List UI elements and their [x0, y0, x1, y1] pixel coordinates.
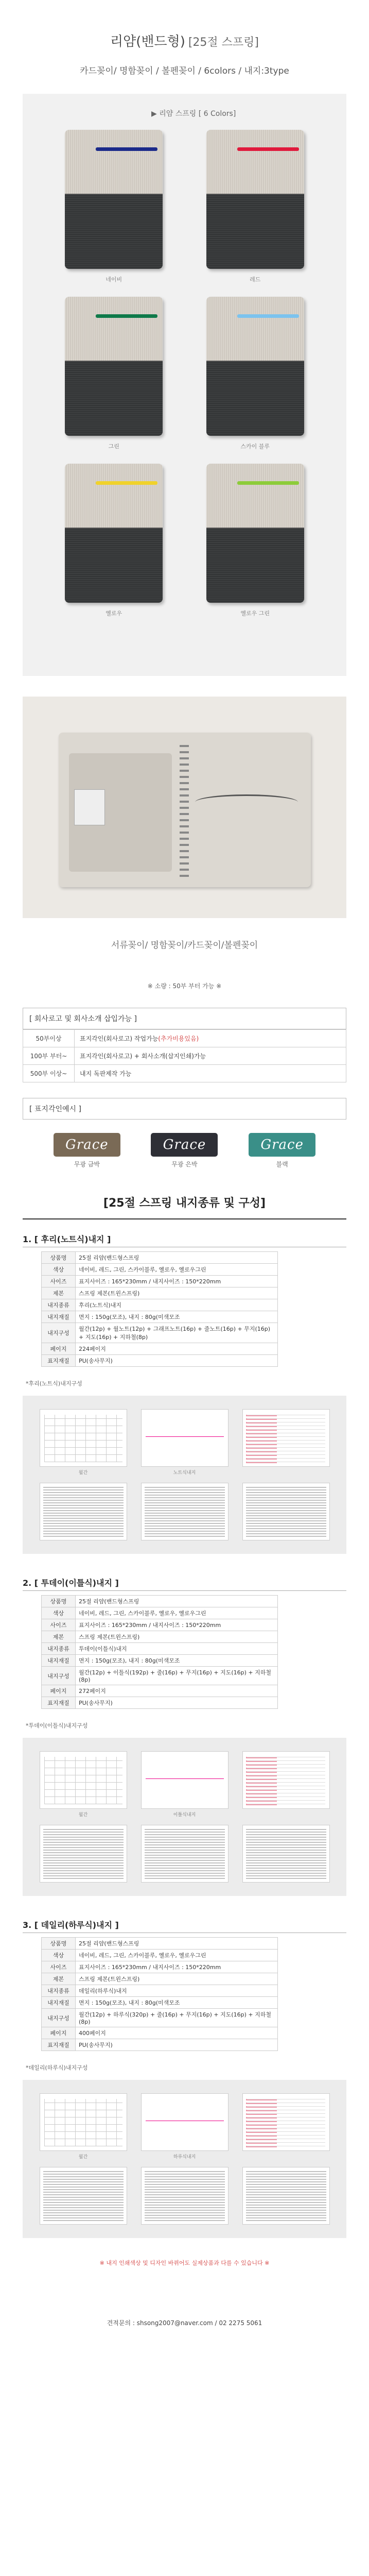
spec-key: 페이지 — [42, 1343, 76, 1355]
inside-photo — [23, 697, 346, 918]
page-samples — [23, 1396, 346, 1554]
logo-section — [23, 1008, 346, 1082]
spec-row — [42, 1950, 278, 1961]
sheet-content — [43, 1828, 124, 1879]
page-sample — [38, 1409, 128, 1476]
page-sample-label: 노트식내지 — [173, 1470, 196, 1476]
engrave-sample — [151, 1133, 218, 1168]
page-sheet — [40, 1751, 127, 1809]
diary-image — [206, 464, 304, 603]
spec-row — [42, 1961, 278, 1973]
color-name: 네이비 — [106, 276, 122, 283]
sheet-content — [247, 2099, 325, 2146]
order-note: ※ 소량 : 50부 부터 가능 ※ — [147, 982, 222, 990]
cover-bottom — [206, 528, 304, 603]
spec-key: 내지구성 — [42, 1667, 76, 1685]
cover-top — [65, 130, 163, 194]
sheet-content — [43, 2171, 124, 2221]
engrave-swatch: Grace — [151, 1133, 218, 1157]
product-subtitle: 카드꽂이/ 명함꽂이 / 볼펜꽂이 / 6colors / 내지:3type — [80, 66, 289, 76]
sheet-content — [246, 1486, 326, 1537]
page-sample — [241, 1751, 331, 1818]
page-sheet — [40, 1825, 127, 1883]
cover-top — [206, 464, 304, 528]
logo-table-row — [23, 1030, 346, 1047]
engrave-label: 무광 금박 — [74, 1161, 100, 1168]
cover-seam — [206, 528, 304, 529]
sheet-content — [146, 1778, 224, 1779]
page-sheet — [141, 1825, 229, 1883]
page-sheet — [141, 2093, 229, 2151]
spec-row — [42, 2027, 278, 2039]
color-band — [237, 481, 299, 485]
spec-row — [42, 1685, 278, 1697]
sheet-content — [246, 1828, 326, 1879]
spec-row — [42, 1355, 278, 1367]
spec-row — [42, 1619, 278, 1631]
page-samples — [23, 2080, 346, 2238]
page-sample-label: 월간 — [78, 1470, 88, 1476]
colors-label: ▶ 리얌 스프링 [ 6 Colors] — [151, 110, 236, 118]
color-grid — [23, 130, 346, 617]
logo-qty: 100부 부터~ — [23, 1047, 75, 1065]
header — [0, 0, 369, 76]
sheet-content — [145, 1486, 225, 1537]
spec-value: 표지사이즈 : 165*230mm / 내지사이즈 : 150*220mm — [76, 1619, 278, 1631]
page-sample — [38, 2167, 128, 2225]
spec-key: 내지재질 — [42, 1311, 76, 1323]
spec-key: 내지종류 — [42, 1985, 76, 1997]
page-sample — [38, 1483, 128, 1540]
page-sheet — [242, 1751, 330, 1809]
spec-row — [42, 1643, 278, 1655]
config-note: *데일리(하루식)내지구성 — [26, 2064, 88, 2071]
diary-image — [65, 297, 163, 436]
spec-value: 월간(12p) + 이틀식(192p) + 줄(16p) + 무지(16p) + 지도(16p) + 지하철(8p) — [76, 1667, 278, 1685]
inner-type-title: 3. [ 데일리(하루식)내지 ] — [23, 1919, 346, 1933]
spec-key: 내지재질 — [42, 1655, 76, 1667]
spec-value: 스프링 제본(트윈스프링) — [76, 1973, 278, 1985]
page-sample — [139, 1825, 230, 1883]
color-band — [237, 314, 299, 318]
spec-row — [42, 1343, 278, 1355]
page-sample — [139, 1751, 230, 1818]
inner-pages-title: [25절 스프링 내지종류 및 구성] — [23, 1194, 346, 1219]
sheet-content — [247, 1415, 325, 1462]
spec-key: 내지종류 — [42, 1299, 76, 1311]
engrave-label: 무광 은박 — [171, 1161, 198, 1168]
page-sheet — [40, 2167, 127, 2225]
color-band — [237, 147, 299, 151]
spec-value: 25절 리얌(밴드형스프링 — [76, 1938, 278, 1950]
config-note: *후리(노트식)내지구성 — [26, 1380, 82, 1387]
contact-info: 견적문의 : shsong2007@naver.com / 02 2275 5061 — [107, 2319, 262, 2327]
page-sheet — [242, 2093, 330, 2151]
spec-value: 224페이지 — [76, 1343, 278, 1355]
logo-table-row — [23, 1065, 346, 1082]
sheet-content — [146, 1436, 224, 1437]
page-sample-label: 월간 — [78, 1812, 88, 1818]
config-note: *투데이(이틀식)내지구성 — [26, 1722, 88, 1729]
diary-inside-spread — [59, 733, 311, 887]
inner-types — [0, 1233, 369, 2238]
logo-desc: 내지 독판제작 가능 — [80, 1070, 132, 1077]
inner-type-block — [23, 1577, 346, 1896]
spec-value: 25절 리얌(밴드형스프링 — [76, 1252, 278, 1264]
spec-value: PU(송사무지) — [76, 2039, 278, 2051]
page-sample — [241, 1409, 331, 1476]
sheet-content — [246, 2171, 326, 2221]
page-sheet — [242, 2167, 330, 2225]
sheet-content — [247, 1757, 325, 1804]
page-sheet — [40, 1483, 127, 1540]
cover-bottom — [65, 361, 163, 436]
sheet-content — [145, 1828, 225, 1879]
spec-table — [41, 1937, 278, 2051]
spec-row — [42, 1997, 278, 2009]
spec-key: 내지구성 — [42, 1323, 76, 1343]
spec-value: 면지 : 150g(모조), 내지 : 80g(미색모조 — [76, 1655, 278, 1667]
spec-row — [42, 2009, 278, 2027]
spec-row — [42, 1607, 278, 1619]
spec-key: 내지종류 — [42, 1643, 76, 1655]
page-sheet — [141, 1409, 229, 1467]
logo-qty: 500부 이상~ — [23, 1065, 75, 1082]
product-name: 리얌(밴드형) — [110, 34, 185, 49]
spec-value: 스프링 제본(트윈스프링) — [76, 1287, 278, 1299]
spec-key: 색상 — [42, 1607, 76, 1619]
card-slot — [74, 789, 105, 825]
spec-key: 색상 — [42, 1950, 76, 1961]
page-sample — [241, 2093, 331, 2160]
spec-key: 색상 — [42, 1264, 76, 1276]
spec-value: 25절 리얌(밴드형스프링 — [76, 1596, 278, 1607]
inside-caption: 서류꽂이/ 명함꽂이/카드꽂이/볼펜꽂이 — [111, 940, 258, 951]
spec-value: 면지 : 150g(모조), 내지 : 80g(미색모조 — [76, 1311, 278, 1323]
spec-row — [42, 1323, 278, 1343]
engrave-swatch: Grace — [54, 1133, 120, 1157]
page-sheet — [141, 2167, 229, 2225]
spec-key: 제본 — [42, 1287, 76, 1299]
spec-row — [42, 1938, 278, 1950]
logo-qty: 50부이상 — [23, 1030, 75, 1047]
page-sample — [38, 2093, 128, 2160]
spec-key: 페이지 — [42, 1685, 76, 1697]
spec-value: 400페이지 — [76, 2027, 278, 2039]
spec-value: 월간(12p) + 월노트(12p) + 그래프노트(16p) + 줄노트(16p) + 무지(16p) + 지도(16p) + 지하철(8p) — [76, 1323, 278, 1343]
engrave-section — [23, 1098, 346, 1168]
color-variant — [185, 130, 326, 283]
spec-row — [42, 1697, 278, 1709]
logo-desc: 표지각인(회사로고) + 회사소개(삽지인쇄)가능 — [80, 1053, 206, 1060]
inner-type-title: 2. [ 투데이(이틀식)내지 ] — [23, 1577, 346, 1591]
product-title — [0, 31, 369, 50]
cover-top — [206, 130, 304, 194]
pen-strap — [195, 794, 298, 810]
spec-key: 사이즈 — [42, 1619, 76, 1631]
diary-image — [206, 297, 304, 436]
sheet-content — [44, 1415, 122, 1462]
inner-type-block — [23, 1233, 346, 1554]
page-sheet — [242, 1409, 330, 1467]
spec-row — [42, 1287, 278, 1299]
spec-row — [42, 1299, 278, 1311]
spec-value: 네이비, 레드, 그린, 스카이블루, 옐로우, 옐로우그린 — [76, 1950, 278, 1961]
spec-value: 네이비, 레드, 그린, 스카이블루, 옐로우, 옐로우그린 — [76, 1264, 278, 1276]
spec-value: PU(송사무지) — [76, 1697, 278, 1709]
sheet-content — [43, 1486, 124, 1537]
spec-value: 272페이지 — [76, 1685, 278, 1697]
spec-row — [42, 1252, 278, 1264]
spec-key: 페이지 — [42, 2027, 76, 2039]
spec-key: 사이즈 — [42, 1961, 76, 1973]
page-sample — [38, 1751, 128, 1818]
spec-row — [42, 1973, 278, 1985]
spec-value: 표지사이즈 : 165*230mm / 내지사이즈 : 150*220mm — [76, 1276, 278, 1287]
spec-key: 제본 — [42, 1631, 76, 1643]
spec-table — [41, 1595, 278, 1709]
spec-row — [42, 1264, 278, 1276]
logo-desc-cell — [75, 1047, 346, 1065]
diary-image — [65, 130, 163, 269]
page-sample — [139, 2093, 230, 2160]
color-name: 스카이 블루 — [240, 443, 270, 450]
sheet-content — [145, 2171, 225, 2221]
spring-binding — [180, 743, 189, 877]
page-sample — [139, 2167, 230, 2225]
engrave-swatch: Grace — [249, 1133, 315, 1157]
logo-section-heading: [ 회사로고 및 회사소개 삽입가능 ] — [23, 1008, 346, 1029]
spec-row — [42, 1667, 278, 1685]
cover-bottom — [206, 361, 304, 436]
cover-bottom — [65, 528, 163, 603]
spec-key: 내지재질 — [42, 1997, 76, 2009]
color-name: 그린 — [108, 443, 119, 450]
page-sample-label: 월간 — [78, 2155, 88, 2160]
page-sheet — [141, 1751, 229, 1809]
cover-bottom — [65, 194, 163, 269]
cover-top — [206, 297, 304, 361]
page-sample — [38, 1825, 128, 1883]
cover-seam — [65, 528, 163, 529]
spec-value: PU(송사무지) — [76, 1355, 278, 1367]
color-name: 레드 — [250, 276, 261, 283]
disclaimer-note: ※ 내지 인쇄색상 및 디자인 바뀌어도 실제상품과 다를 수 있습니다 ※ — [99, 2260, 270, 2266]
page-sample — [241, 2167, 331, 2225]
engrave-sample — [54, 1133, 120, 1168]
spec-key: 내지구성 — [42, 2009, 76, 2027]
spec-row — [42, 1655, 278, 1667]
cover-seam — [65, 361, 163, 362]
spec-key: 상품명 — [42, 1252, 76, 1264]
spec-key: 사이즈 — [42, 1276, 76, 1287]
cover-seam — [206, 194, 304, 195]
page-sample — [241, 1825, 331, 1883]
color-name: 옐로우 그린 — [240, 610, 270, 617]
color-band — [96, 314, 157, 318]
spec-key: 표지재질 — [42, 1697, 76, 1709]
logo-table — [23, 1029, 346, 1082]
spec-row — [42, 2039, 278, 2051]
page-sheet — [242, 1825, 330, 1883]
color-variant — [185, 297, 326, 450]
page-sample — [139, 1483, 230, 1540]
spec-table — [41, 1251, 278, 1367]
page-sheet — [40, 2093, 127, 2151]
cover-bottom — [206, 194, 304, 269]
spec-key: 제본 — [42, 1973, 76, 1985]
spec-value: 후리(노트식)내지 — [76, 1299, 278, 1311]
engrave-samples — [23, 1133, 346, 1168]
logo-desc-cell — [75, 1030, 346, 1047]
spec-value: 네이비, 레드, 그린, 스카이블루, 옐로우, 옐로우그린 — [76, 1607, 278, 1619]
sheet-content — [44, 1757, 122, 1804]
diary-image — [65, 464, 163, 603]
logo-desc-cell — [75, 1065, 346, 1082]
page-sheet — [40, 1409, 127, 1467]
logo-desc: 표지각인(회사로고) 작업가능 — [80, 1035, 159, 1042]
spec-key: 표지재질 — [42, 1355, 76, 1367]
spec-value: 표지사이즈 : 165*230mm / 내지사이즈 : 150*220mm — [76, 1961, 278, 1973]
page-sample-label: 이틀식내지 — [173, 1812, 196, 1818]
page-samples — [23, 1738, 346, 1896]
page-sample — [139, 1409, 230, 1476]
diary-image — [206, 130, 304, 269]
spec-value: 면지 : 150g(모조), 내지 : 80g(미색모조 — [76, 1997, 278, 2009]
spec-value: 데일리(하루식)내지 — [76, 1985, 278, 1997]
spec-key: 표지재질 — [42, 2039, 76, 2051]
sheet-content — [44, 2099, 122, 2146]
page-sheet — [141, 1483, 229, 1540]
color-variant — [43, 130, 185, 283]
engrave-label: 블랙 — [276, 1161, 288, 1168]
spec-row — [42, 1276, 278, 1287]
spec-key: 상품명 — [42, 1938, 76, 1950]
color-band — [96, 147, 157, 151]
logo-extra: (추가비용있음) — [158, 1035, 199, 1042]
spec-row — [42, 1596, 278, 1607]
page-sample — [241, 1483, 331, 1540]
spec-key: 상품명 — [42, 1596, 76, 1607]
color-variant — [43, 464, 185, 617]
cover-seam — [65, 194, 163, 195]
spec-row — [42, 1985, 278, 1997]
engrave-sample — [249, 1133, 315, 1168]
cover-seam — [206, 361, 304, 362]
spec-value: 투데이(이틀식)내지 — [76, 1643, 278, 1655]
color-variant — [185, 464, 326, 617]
cover-top — [65, 297, 163, 361]
page-sheet — [242, 1483, 330, 1540]
spec-value: 스프링 제본(트윈스프링) — [76, 1631, 278, 1643]
engrave-section-heading: [ 표지각인예시 ] — [23, 1098, 346, 1120]
spec-row — [42, 1631, 278, 1643]
color-name: 옐로우 — [106, 610, 122, 617]
inner-type-title: 1. [ 후리(노트식)내지 ] — [23, 1233, 346, 1247]
inner-type-block — [23, 1919, 346, 2238]
cover-top — [65, 464, 163, 528]
color-variant — [43, 297, 185, 450]
logo-table-row — [23, 1047, 346, 1065]
page-sample-label: 하루식내지 — [173, 2155, 196, 2160]
colors-section — [23, 94, 346, 676]
color-band — [96, 481, 157, 485]
product-size: [25절 스프링] — [188, 36, 259, 49]
spec-row — [42, 1311, 278, 1323]
spec-value: 월간(12p) + 하루식(320p) + 줄(16p) + 무지(16p) + 지도(16p) + 지하철(8p) — [76, 2009, 278, 2027]
